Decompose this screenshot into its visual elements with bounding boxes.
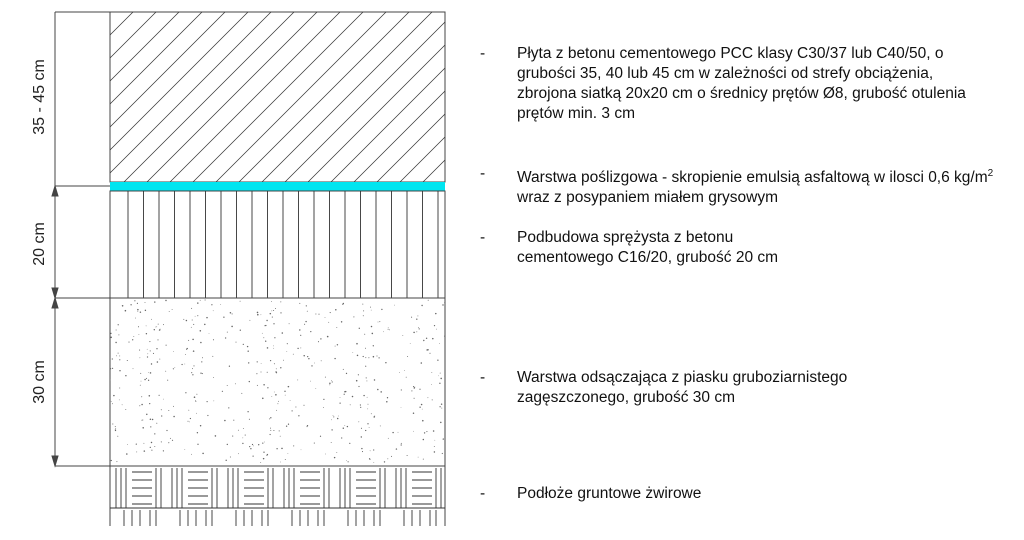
- desc-concrete-slab-text: Płyta z betonu cementowego PCC klasy C30/37 lub C40/50, o grubości 35, 40 lub 45 cm w zależności od strefy obciążenia, zbrojona siatką 20x20 cm o średnicy prętów Ø8, grubość otulenia prętów min. 3 cm: [517, 45, 966, 122]
- pavement-cross-section: [0, 0, 470, 540]
- dim-label-middle: 20 cm: [31, 222, 48, 266]
- desc-drainage-line2: zagęszczonego, grubość 30 cm: [517, 389, 735, 406]
- dim-label-top: 35 - 45 cm: [31, 59, 48, 135]
- desc-subgrade: - Podłoże gruntowe żwirowe: [480, 484, 1010, 504]
- desc-subbase-line1: Podbudowa sprężysta z betonu: [517, 229, 734, 246]
- subbase-layer: [110, 191, 445, 298]
- slip-layer-band: [110, 182, 445, 191]
- desc-slip-layer-text: Warstwa poślizgowa - skropienie emulsią asfaltową w ilosci 0,6 $kg/m^2$ wraz z posypaniem miałem grysowym: [517, 168, 994, 207]
- vertical-hatch: [128, 191, 438, 298]
- desc-slip-layer: - Warstwa poślizgowa - skropienie emulsią asfaltową w ilosci 0,6 $kg/m^2$ wraz z posypaniem miałem grysowym: [480, 164, 1010, 208]
- subgrade-layer: [110, 466, 446, 526]
- desc-subbase-line2: cementowego C16/20, grubość 20 cm: [517, 249, 779, 266]
- dimension-lines: [52, 12, 110, 466]
- desc-subgrade-text: Podłoże gruntowe żwirowe: [517, 485, 702, 502]
- desc-drainage: - Warstwa odsączająca z piasku gruboziarnistego zagęszczonego, grubość 30 cm: [480, 368, 1010, 408]
- desc-subbase: - Podbudowa sprężysta z betonu cementowego C16/20, grubość 20 cm: [480, 228, 1010, 268]
- drainage-layer: [109, 298, 445, 466]
- desc-drainage-line1: Warstwa odsączająca z piasku gruboziarnistego: [517, 369, 848, 386]
- concrete-slab-layer: [0, 12, 470, 182]
- gravel-pattern: [110, 468, 446, 526]
- desc-concrete-slab: - Płyta z betonu cementowego PCC klasy C30/37 lub C40/50, o grubości 35, 40 lub 45 cm w zależności od strefy obciążenia, zbrojona siatką 20x20 cm o średnicy prętów Ø8, grubość otulenia prętów min. 3 cm: [480, 44, 1010, 124]
- dim-label-bottom: 30 cm: [31, 360, 48, 404]
